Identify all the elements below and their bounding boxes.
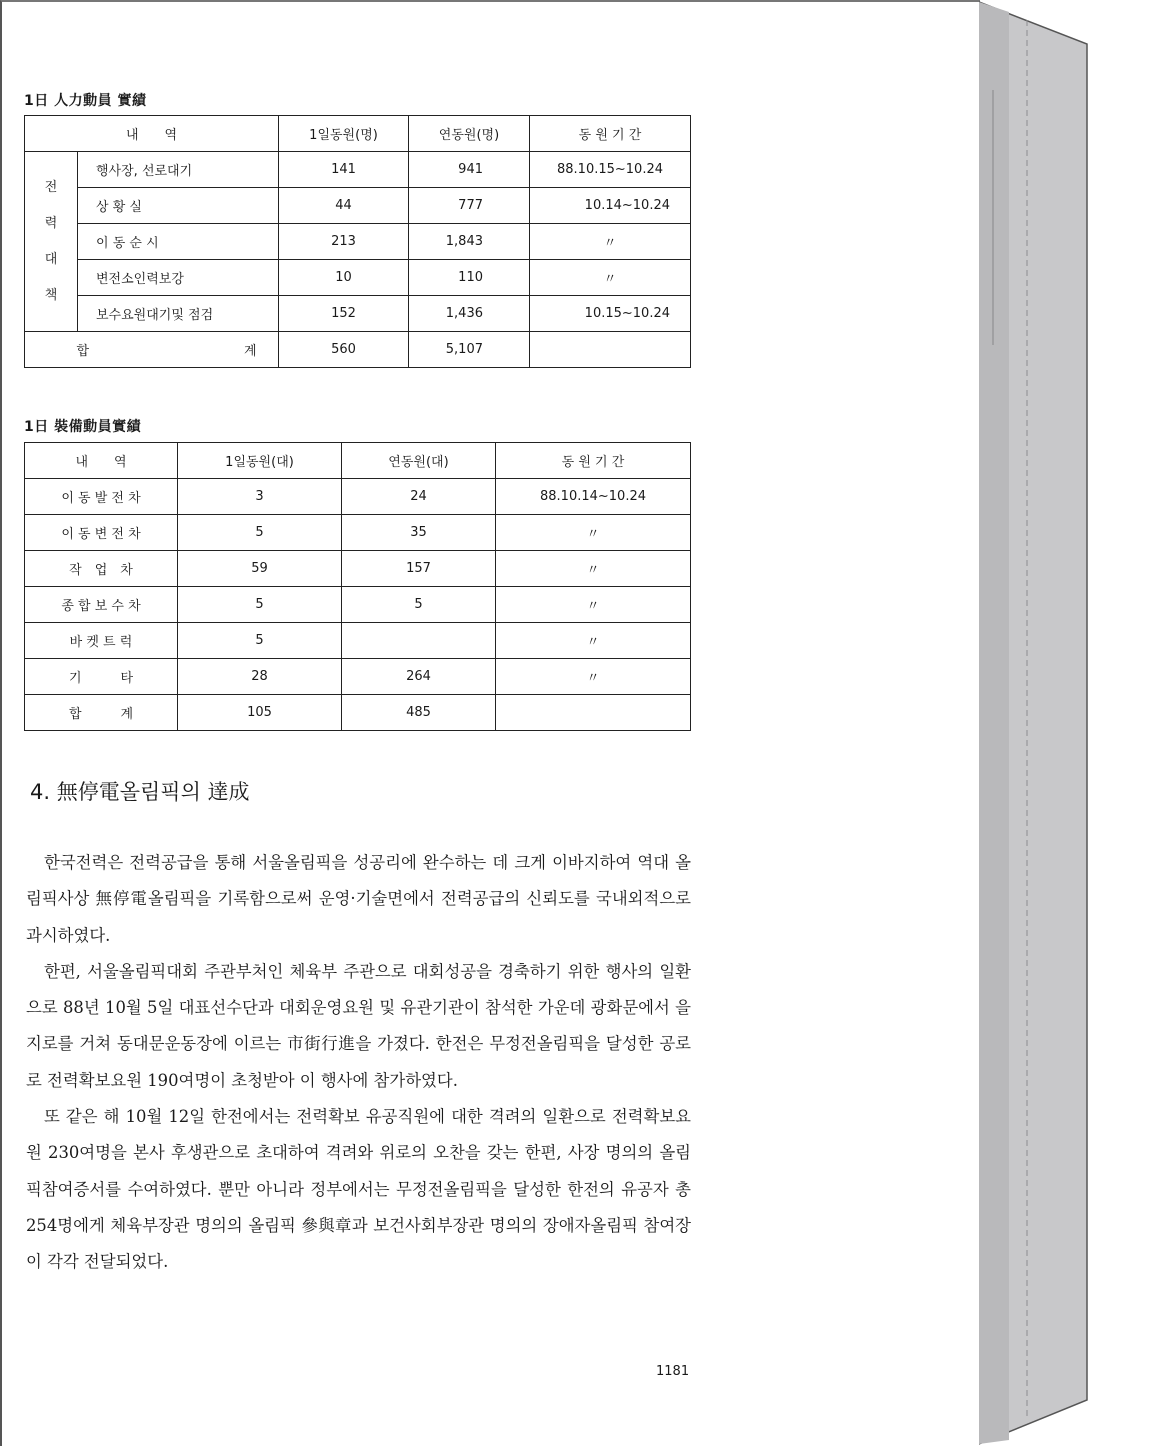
row-item: 종 합 보 수 차 [25,587,178,623]
table-row [25,551,691,587]
row-period: 〃 [530,260,691,296]
row-total: 1,436 [409,296,530,332]
header-daily: 1일동원(대) [178,443,342,479]
row-total: 777 [409,188,530,224]
row-period: 〃 [496,515,691,551]
header-period: 동 원 기 간 [530,116,691,152]
row-total: 35 [342,515,496,551]
row-total: 941 [409,152,530,188]
header-total: 연동원(대) [342,443,496,479]
row-total: 264 [342,659,496,695]
table-row [25,623,691,659]
row-period: 〃 [496,623,691,659]
table2-title: 1日 裝備動員實績 [24,419,142,435]
header-daily: 1일동원(명) [279,116,409,152]
total-period [530,332,691,368]
manpower-table [24,115,691,368]
table-row [25,587,691,623]
row-daily: 141 [279,152,409,188]
row-item: 이 동 발 전 차 [25,479,178,515]
table-total-row [25,332,691,368]
row-daily: 44 [279,188,409,224]
total-label: 합 계 [25,332,279,368]
row-daily: 5 [178,515,342,551]
row-period: 〃 [496,659,691,695]
group-label: 전 력 대 책 [25,152,78,332]
header-period: 동 원 기 간 [496,443,691,479]
row-daily: 5 [178,587,342,623]
header-item: 내 역 [25,116,279,152]
row-daily: 105 [178,695,342,731]
row-total: 24 [342,479,496,515]
paragraph: 또 같은 해 10월 12일 한전에서는 전력확보 유공직원에 대한 격려의 일환으로 전력확보요원 230여명을 본사 후생관으로 초대하여 격려와 위로의 오찬을 갖는 한편, 사장 명의의 올림픽참여증서를 수여하였다. 뿐만 아니라 정부에서는 무정전올림픽을 달성한 한전의 유공자 총 254명에게 체육부장관 명의의 올림픽 參與章과 보건사회부장관 명의의 장애자올림픽 참여장이 각각 전달되었다. [26,1107,691,1272]
table-row [25,659,691,695]
page-number: 1181 [656,1364,690,1379]
row-item: 기 타 [25,659,178,695]
table1-title: 1日 人力動員 實績 [24,93,147,109]
table-row [25,296,691,332]
row-period [496,695,691,731]
header-total: 연동원(명) [409,116,530,152]
total-total: 5,107 [409,332,530,368]
table-row [25,188,691,224]
table-header-row [25,443,691,479]
row-item: 변전소인력보강 [78,260,279,296]
row-total: 157 [342,551,496,587]
row-period: 88.10.14~10.24 [496,479,691,515]
table-header-row [25,116,691,152]
equipment-table [24,442,691,731]
row-daily: 10 [279,260,409,296]
row-total [342,623,496,659]
row-period: 88.10.15~10.24 [530,152,691,188]
row-total: 1,843 [409,224,530,260]
row-period: 〃 [496,587,691,623]
row-daily: 213 [279,224,409,260]
row-total: 110 [409,260,530,296]
total-daily: 560 [279,332,409,368]
table-row [25,515,691,551]
row-item: 바 켓 트 럭 [25,623,178,659]
table-total-row [25,695,691,731]
row-item: 행사장, 선로대기 [78,152,279,188]
row-daily: 28 [178,659,342,695]
row-total: 485 [342,695,496,731]
row-period: 10.15~10.24 [530,296,691,332]
row-daily: 59 [178,551,342,587]
table-row [25,260,691,296]
table-row [25,479,691,515]
header-item: 내 역 [25,443,178,479]
paragraph: 한국전력은 전력공급을 통해 서울올림픽을 성공리에 완수하는 데 크게 이바지하여 역대 올림픽사상 無停電올림픽을 기록함으로써 운영·기술면에서 전력공급의 신뢰도를 국내외적으로 과시하였다. [26,853,691,945]
row-item: 보수요원대기및 점검 [78,296,279,332]
row-item: 합 계 [25,695,178,731]
row-daily: 5 [178,623,342,659]
stack-shade [979,2,1009,1444]
row-item: 이 동 순 시 [78,224,279,260]
row-item: 작 업 차 [25,551,178,587]
row-item: 이 동 변 전 차 [25,515,178,551]
paragraph: 한편, 서울올림픽대회 주관부처인 체육부 주관으로 대회성공을 경축하기 위한 행사의 일환으로 88년 10월 5일 대표선수단과 대회운영요원 및 유관기관이 참석한 가운데 광화문에서 을지로를 거쳐 동대문운동장에 이르는 市街行進을 가졌다. 한전은 무정전올림픽을 달성한 공로로 전력확보요원 190여명이 초청받아 이 행사에 참가하였다. [26,961,691,1090]
table-row [25,224,691,260]
row-total: 5 [342,587,496,623]
table-row [25,152,691,188]
page-stack-edge [979,0,1173,1446]
row-period: 〃 [530,224,691,260]
body-text [26,845,691,1281]
row-period: 10.14~10.24 [530,188,691,224]
row-item: 상 황 실 [78,188,279,224]
row-period: 〃 [496,551,691,587]
section-title: 4. 無停電올림픽의 達成 [30,780,250,804]
row-daily: 3 [178,479,342,515]
row-daily: 152 [279,296,409,332]
